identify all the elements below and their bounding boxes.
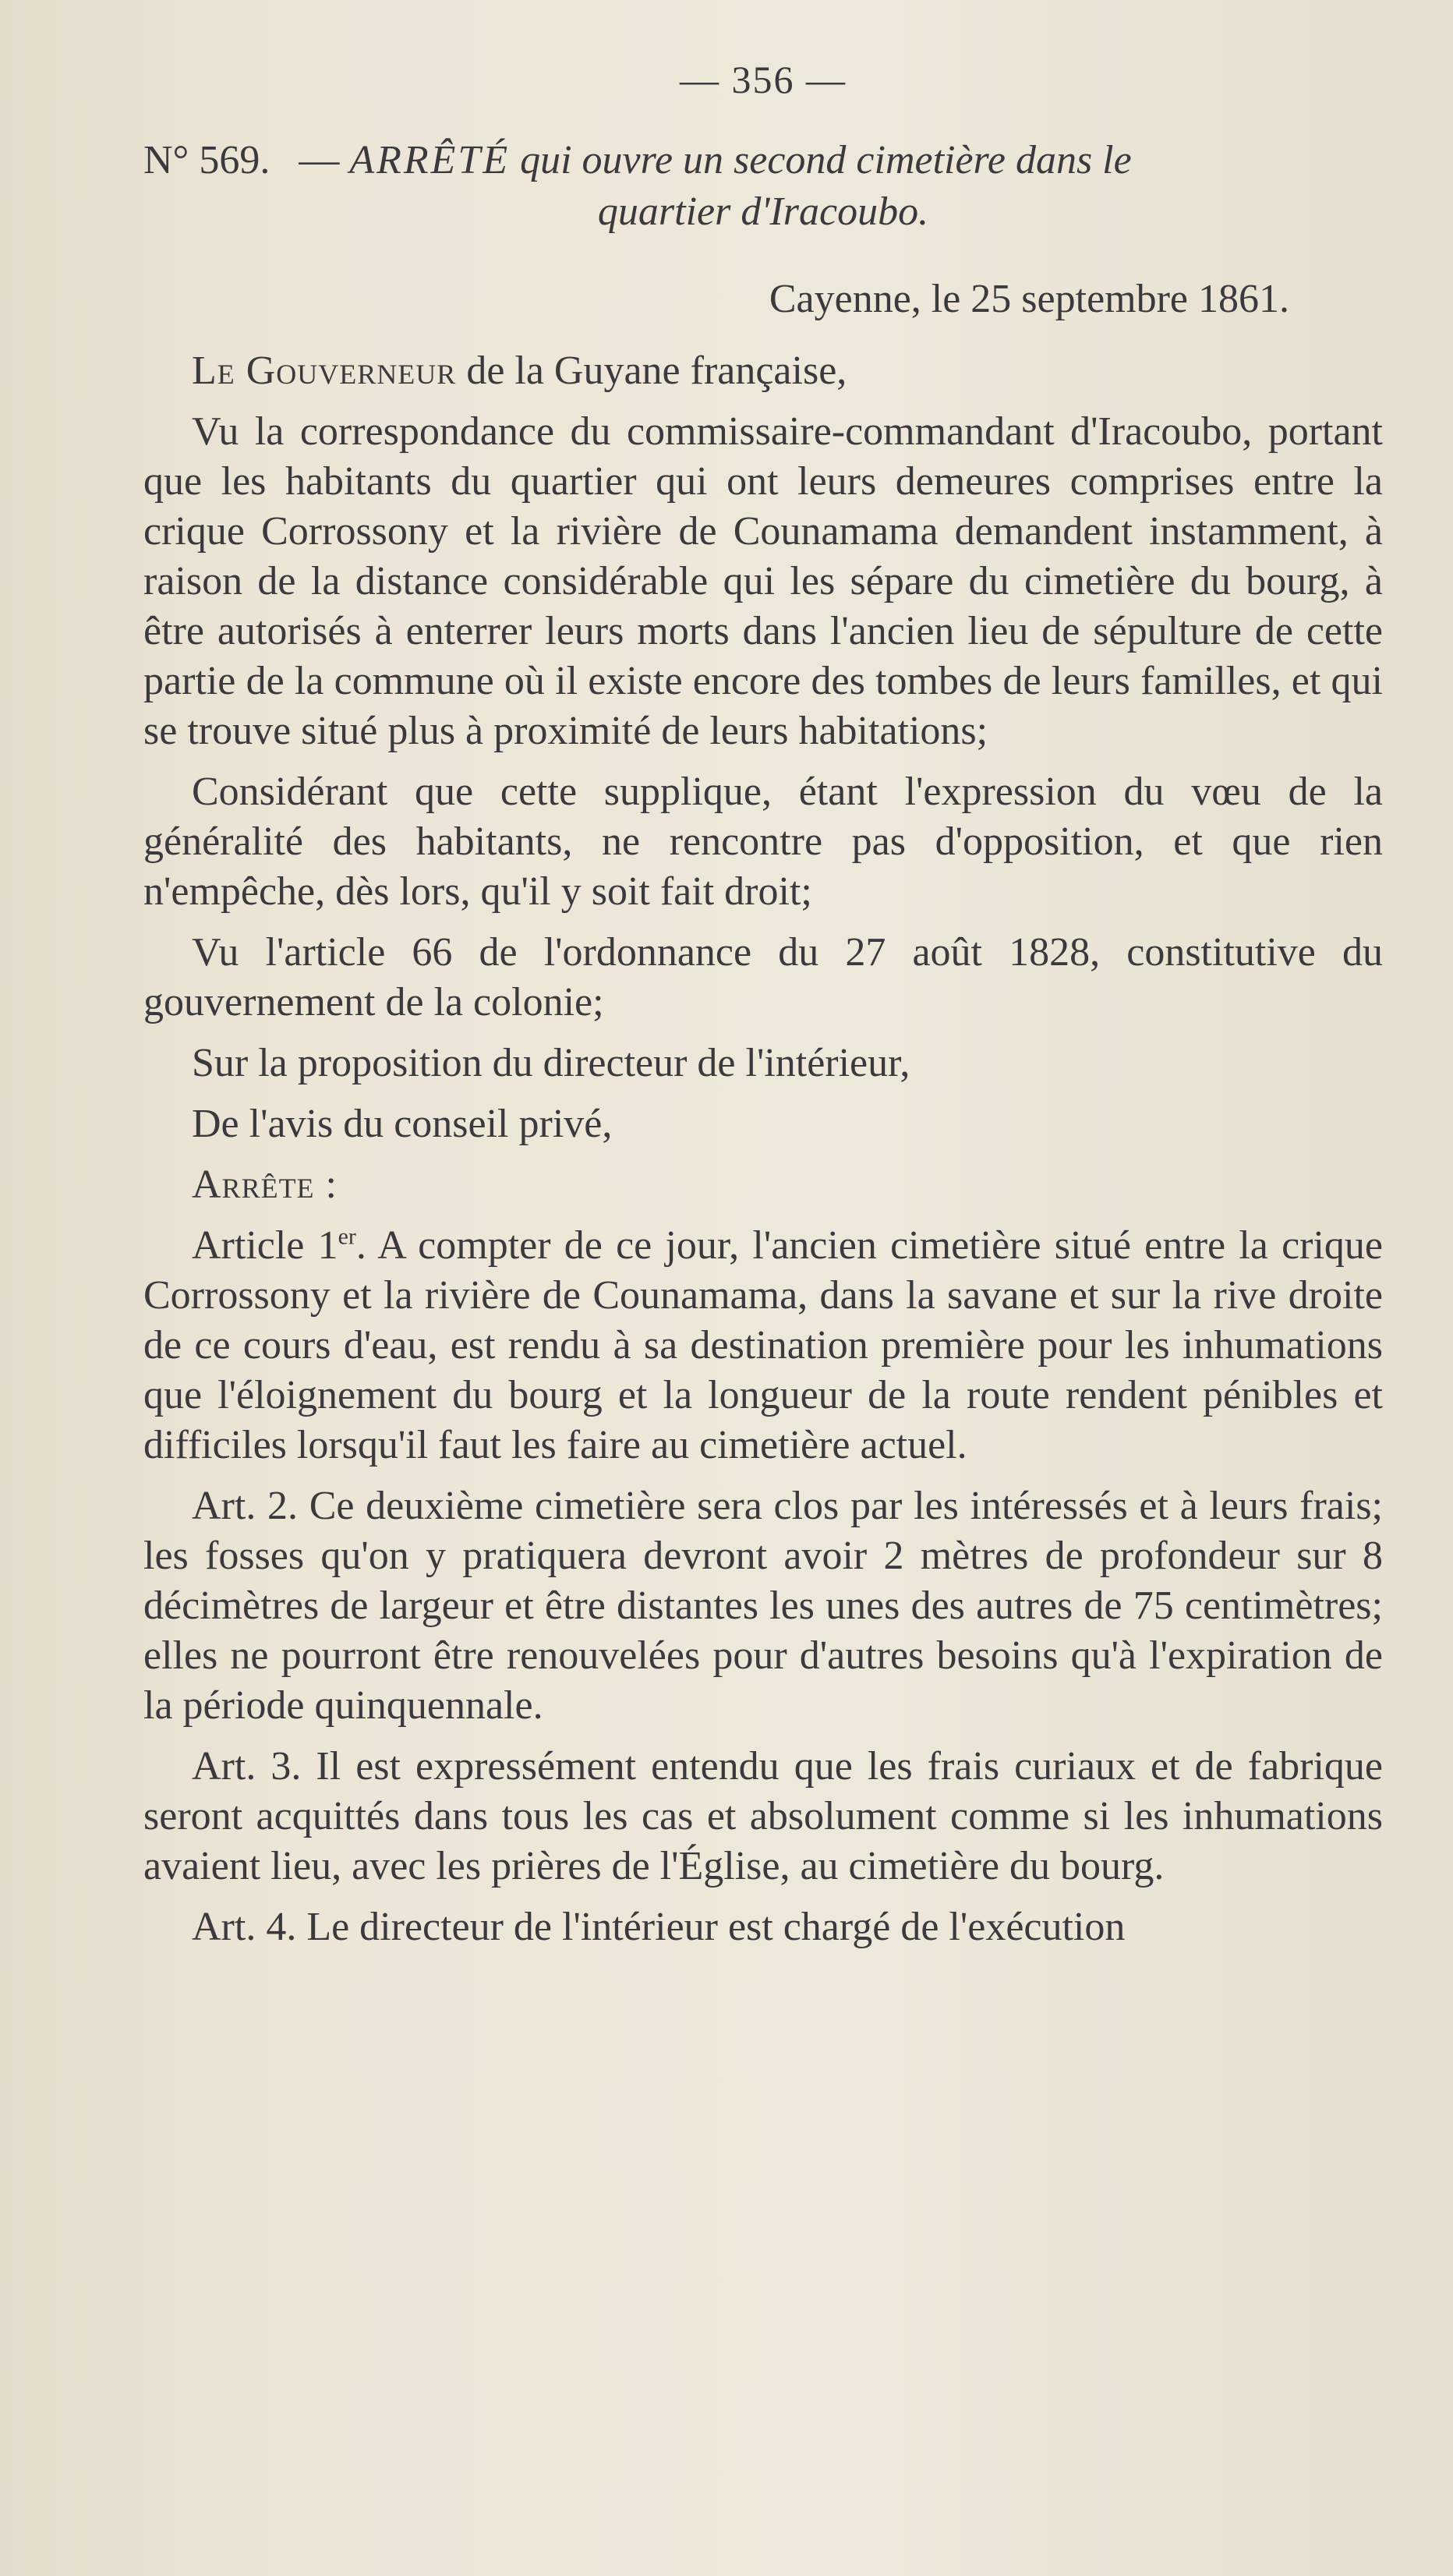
gouverneur-rest: de la Guyane française, (466, 349, 847, 393)
decree-title (349, 138, 1131, 182)
gouverneur-line (143, 346, 1383, 396)
decree-heading (143, 136, 1383, 237)
article-3-paragraph: Art. 3. Il est expressément entendu que les frais curiaux et de fabrique seront acquittés dans tous les cas et absolument comme si les inhumations avaient lieu, avec les prières de l'Église, au cimetière du bourg. (143, 1744, 1383, 1888)
heading-dash: — (299, 138, 340, 182)
decree-title-caps: ARRÊTÉ (349, 138, 511, 182)
decree-title-line2: quartier d'Iracoubo. (597, 189, 929, 234)
article-1-sup: er (338, 1223, 356, 1250)
dateline: Cayenne, le 25 septembre 1861. (769, 277, 1289, 321)
article-4-paragraph: Art. 4. Le directeur de l'intérieur est chargé de l'exécution (192, 1905, 1126, 1949)
considerant-paragraph: Considérant que cette supplique, étant l'expression du vœu de la généralité des habitants, ne rencontre pas d'opposition, et que rien n'empêche, dès lors, qu'il y soit fait droit; (143, 770, 1383, 914)
vu-correspondance-paragraph: Vu la correspondance du commissaire-commandant d'Iracoubo, portant que les habitants du quartier qui ont leurs demeures comprises entre la crique Corrossony et la rivière de Counamama demandent instamment, à raison de la distance considérable qui les sépare du cimetière du bourg, à être autorisés à enterrer leurs morts dans l'ancien lieu de sépulture de cette partie de la commune où il existe encore des tombes de leurs familles, et qui se trouve situé plus à proximité de leurs habitations; (143, 409, 1383, 753)
decree-title-rest: qui ouvre un second cimetière dans le (520, 138, 1132, 182)
article-1-label: Article 1 (192, 1223, 338, 1268)
page-text (143, 55, 1383, 1963)
vu-article-paragraph: Vu l'article 66 de l'ordonnance du 27 août 1828, constitutive du gouvernement de la colonie; (143, 930, 1383, 1024)
arrete-line (143, 1160, 1383, 1210)
avis-paragraph: De l'avis du conseil privé, (192, 1102, 613, 1146)
sur-proposition-paragraph: Sur la proposition du directeur de l'intérieur, (192, 1041, 910, 1085)
decree-number: N° 569. (143, 138, 270, 182)
page-number: — 356 — (680, 58, 847, 101)
arrete-caps: Arrête : (192, 1162, 338, 1207)
article-2-paragraph: Art. 2. Ce deuxième cimetière sera clos par les intéressés et à leurs frais; les fosses qu'on y pratiquera devront avoir 2 mètres de profondeur sur 8 décimètres de largeur et être distantes les unes des autres de 75 centimètres; elles ne pourront être renouvelées pour d'autres besoins qu'à l'expiration de la période quinquennale. (143, 1484, 1383, 1728)
gouverneur-caps: Le Gouverneur (192, 349, 457, 393)
article-1-text: . A compter de ce jour, l'ancien cimetière situé entre la crique Corrossony et la rivière de Counamama, dans la savane et sur la rive droite de ce cours d'eau, est rendu à sa destination première pour les inhumations que l'éloignement du bourg et la longueur de la route rendent pénibles et difficiles lorsqu'il faut les faire au cimetière actuel. (143, 1223, 1384, 1467)
article-1-paragraph (143, 1221, 1383, 1470)
